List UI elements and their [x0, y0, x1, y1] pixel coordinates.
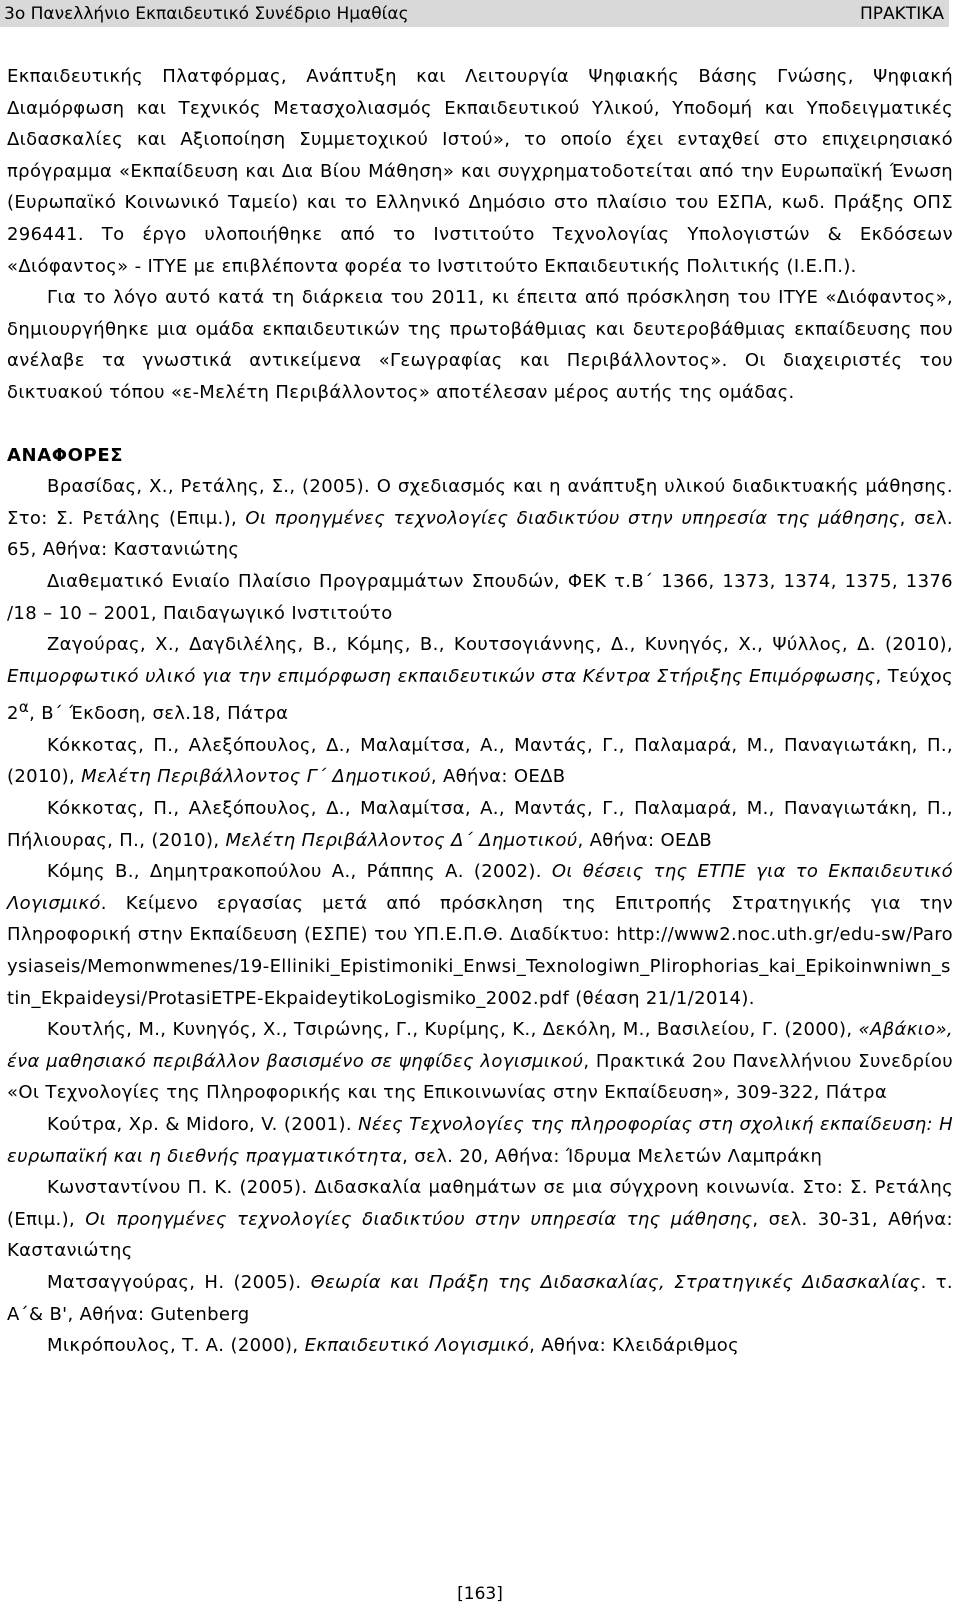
section-label: ΠΡΑΚΤΙΚΑ	[860, 4, 944, 24]
ref-text: , Τεύχος 2	[7, 665, 953, 725]
ref-text: Κόμης Β., Δημητρακοπούλου Α., Ράππης Α. (2002).	[47, 861, 552, 883]
ref-text: Κωνσταντίνου Π. Κ. (2005). Διδασκαλία μαθημάτων σε μια σύγχρονη κοινωνία. Στο: Σ. Ρετάλης (Επιμ.),	[7, 1177, 953, 1230]
body-paragraph-1: Εκπαιδευτικής Πλατφόρμας, Ανάπτυξη και Λειτουργία Ψηφιακής Βάσης Γνώσης, Ψηφιακή Διαμόρφωση και Τεχνικός Μετασχολιασμός Εκπαιδευτικού Υλικού, Υποδομή και Υποδειγματικές Διδασκαλίες και Αξιοποίηση Συμμετοχικού Ιστού», το οποίο έχει ενταχθεί στο επιχειρησιακό πρόγραμμα «Εκπαίδευση και Δια Βίου Μάθηση» και συγχρηματοδοτείται από την Ευρωπαϊκή Ένωση (Ευρωπαϊκό Κοινωνικό Ταμείο) και το Ελληνικό Δημόσιο στο πλαίσιο του ΕΣΠΑ, κωδ. Πράξης ΟΠΣ 296441. Το έργο υλοποιήθηκε από το Ινστιτούτο Τεχνολογίας Υπολογιστών & Εκδόσεων «Διόφαντος» - ΙΤΥΕ με επιβλέποντα φορέα το Ινστιτούτο Εκπαιδευτικής Πολιτικής (Ι.Ε.Π.).	[7, 66, 953, 277]
ref-text: , Αθήνα: Κλειδάριθμος	[529, 1335, 740, 1357]
reference-item	[7, 1014, 953, 1109]
ref-text: , Αθήνα: ΟΕΔΒ	[430, 766, 566, 788]
page-content	[7, 61, 953, 1362]
ref-title: Επιμορφωτικό υλικό για την επιμόρφωση εκπαιδευτικών στα Κέντρα Στήριξης Επιμόρφωσης	[7, 665, 876, 687]
ref-text: , Β΄ Έκδοση, σελ.18, Πάτρα	[29, 703, 289, 725]
ref-text: , σελ. 65, Αθήνα: Καστανιώτης	[7, 507, 954, 561]
reference-item	[7, 1330, 953, 1362]
reference-item	[7, 1267, 953, 1330]
ref-title: Μελέτη Περιβάλλοντος Δ΄ Δημοτικού	[225, 829, 578, 851]
reference-item: Διαθεματικό Ενιαίο Πλαίσιο Προγραμμάτων Σπουδών, ΦΕΚ τ.Β΄ 1366, 1373, 1374, 1375, 1376 /18 – 10 – 2001, Παιδαγωγικό Ινστιτούτο	[7, 570, 953, 624]
ref-text: . τ. Α΄& Β', Αθήνα: Gutenberg	[7, 1271, 954, 1325]
ref-url-link[interactable]: http://www2.noc.uth.gr/edu-sw/Paroysiaseis/Memonwmenes/19-Elliniki_Epistimoniki_Enwsi_Texnologiwn_Plirophorias_kai_Epikoinwniwn_stin_Ekpaideysi/ProtasiETPE-EkpaideytikoLogismiko_2002.pdf	[7, 924, 953, 1009]
reference-item	[7, 629, 953, 730]
reference-item	[7, 1109, 953, 1172]
ref-text: Κουτλής, Μ., Κυνηγός, Χ., Τσιρώνης, Γ., Κυρίμης, Κ., Δεκόλη, Μ., Βασιλείου, Γ. (2000),	[47, 1019, 859, 1041]
reference-item	[7, 471, 953, 566]
reference-item	[7, 730, 953, 793]
ref-title: «Αβάκιο», ένα μαθησιακό περιβάλλον βασισμένο σε ψηφίδες λογισμικού	[7, 1019, 953, 1072]
ref-title: Μελέτη Περιβάλλοντος Γ΄ Δημοτικού	[81, 766, 431, 788]
ref-text: (θέαση 21/1/2014).	[569, 987, 755, 1009]
ref-text: , Αθήνα: ΟΕΔΒ	[577, 829, 713, 851]
reference-item	[7, 856, 953, 1014]
conference-title: 3ο Πανελλήνιο Εκπαιδευτικό Συνέδριο Ημαθίας	[4, 4, 409, 24]
ref-text: Μικρόπουλος, Τ. Α. (2000),	[47, 1335, 305, 1357]
reference-item	[7, 1172, 953, 1267]
ref-text: Κόκκοτας, Π., Αλεξόπουλος, Δ., Μαλαμίτσα, Α., Μαντάς, Γ., Παλαμαρά, Μ., Παναγιωτάκη, Π., (2010),	[7, 734, 953, 788]
ref-text: Κούτρα, Χρ. & Midoro, V. (2001).	[47, 1114, 359, 1135]
ref-title: Οι προηγμένες τεχνολογίες διαδικτύου στην υπηρεσία της μάθησης	[85, 1208, 753, 1230]
ref-text: , Πρακτικά 2ου Πανελλήνιου Συνεδρίου «Οι Τεχνολογίες της Πληροφορικής και της Επικοινωνίας στην Εκπαίδευση», 309-322, Πάτρα	[7, 1050, 953, 1104]
ref-title: Εκπαιδευτικό Λογισμικό	[304, 1335, 530, 1357]
ref-text: . Κείμενο εργασίας μετά από πρόσκληση της Επιτροπής Στρατηγικής για την Πληροφορική στην Εκπαίδευση (ΕΣΠΕ) του ΥΠ.Ε.Π.Θ. Διαδίκτυο:	[7, 892, 953, 946]
ref-text: , σελ. 30-31, Αθήνα: Καστανιώτης	[7, 1208, 953, 1262]
ref-text: Βρασίδας, Χ., Ρετάλης, Σ., (2005). Ο σχεδιασμός και η ανάπτυξη υλικού διαδικτυακής μάθησης. Στο: Σ. Ρετάλης (Επιμ.),	[7, 476, 953, 529]
ref-text: Κόκκοτας, Π., Αλεξόπουλος, Δ., Μαλαμίτσα, Α., Μαντάς, Γ., Παλαμαρά, Μ., Παναγιωτάκη, Π., Πήλιουρας, Π., (2010),	[7, 798, 953, 851]
ref-text: Ματσαγγούρας, Η. (2005).	[47, 1271, 311, 1293]
reference-item	[7, 793, 953, 856]
body-paragraph-2: Για το λόγο αυτό κατά τη διάρκεια του 2011, κι έπειτα από πρόσκληση του ΙΤΥΕ «Διόφαντος», δημιουργήθηκε μια ομάδα εκπαιδευτικών της πρωτοβάθμιας και δευτεροβάθμιας εκπαίδευσης που ανέλαβε τα γνωστικά αντικείμενα «Γεωγραφίας και Περιβάλλοντος». Οι διαχειριστές του δικτυακού τόπου «ε-Μελέτη Περιβάλλοντος» αποτέλεσαν μέρος αυτής της ομάδας.	[7, 287, 953, 403]
ref-text: Ζαγούρας, Χ., Δαγδιλέλης, Β., Κόμης, Β., Κουτσογιάννης, Δ., Κυνηγός, Χ., Ψύλλος, Δ. (2010),	[47, 634, 953, 656]
running-header	[0, 0, 949, 27]
ref-text: , σελ. 20, Αθήνα: Ίδρυμα Μελετών Λαμπράκη	[402, 1145, 823, 1167]
page-number: [163]	[457, 1584, 503, 1604]
ref-title: Οι προηγμένες τεχνολογίες διαδικτύου στην υπηρεσία της μάθησης	[245, 507, 900, 529]
ref-title: Νέες Τεχνολογίες της πληροφορίας στη σχολική εκπαίδευση: Η ευρωπαϊκή και η διεθνής πραγματικότητα	[7, 1114, 953, 1167]
ref-title: Θεωρία και Πράξη της Διδασκαλίας, Στρατηγικές Διδασκαλίας	[310, 1271, 921, 1293]
ref-title: Οι θέσεις της ΕΤΠΕ για το Εκπαιδευτικό Λογισμικό	[7, 861, 953, 914]
ref-superscript: α	[18, 698, 30, 717]
references-heading: ΑΝΑΦΟΡΕΣ	[7, 444, 124, 466]
